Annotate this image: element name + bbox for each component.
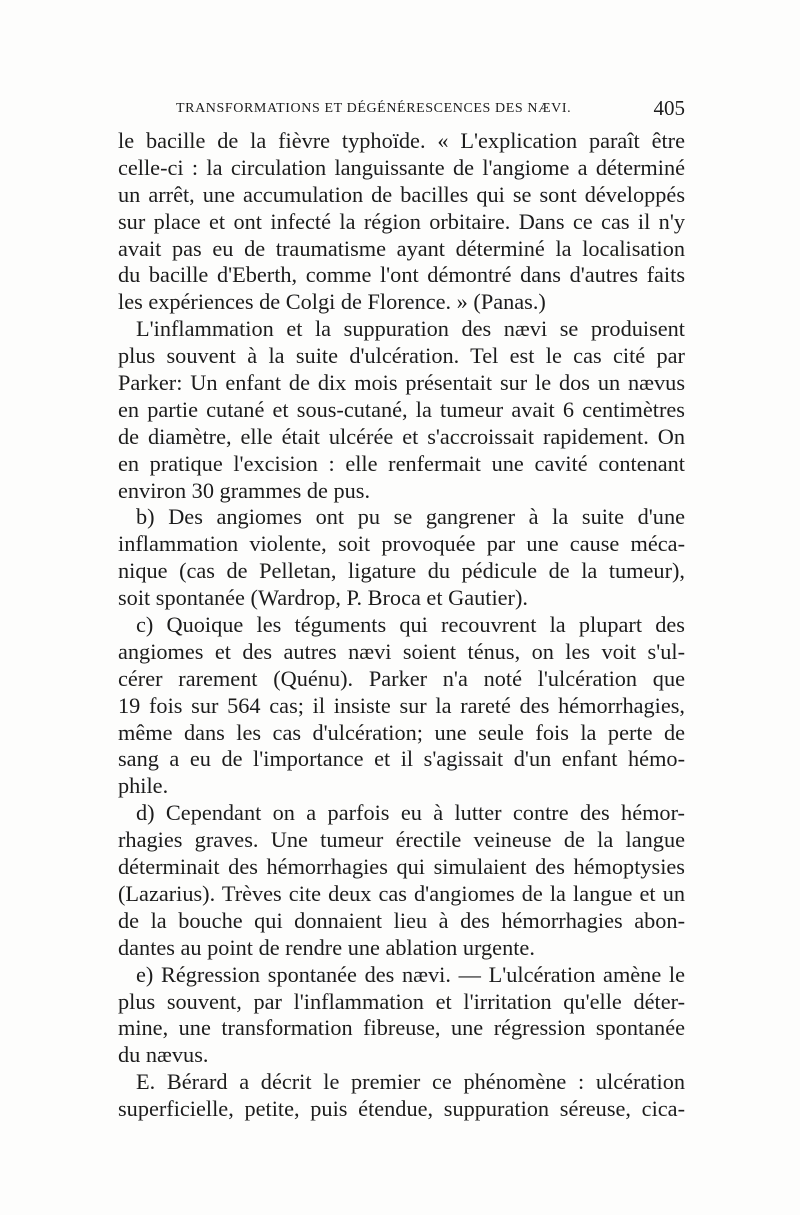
text-line: superficielle, petite, puis étendue, suppuration séreuse, cica- — [118, 1096, 685, 1122]
text-line: un arrêt, une accumulation de bacilles qui se sont développés — [118, 181, 685, 207]
text-line: soit spontanée (Wardrop, P. Broca et Gautier). — [118, 585, 528, 611]
text-line: même dans les cas d'ulcération; une seule fois la perte de — [118, 719, 685, 745]
text-line: Parker: Un enfant de dix mois présentait sur le dos un nævus — [118, 370, 685, 396]
text-line: plus souvent à la suite d'ulcération. Tel est le cas cité par — [118, 343, 685, 369]
text-line: L'inflammation et la suppuration des nævi se produisent — [136, 316, 685, 342]
text-line: sur place et ont infecté la région orbitaire. Dans ce cas il n'y — [118, 208, 685, 234]
text-line: b) Des angiomes ont pu se gangrener à la suite d'une — [136, 504, 685, 530]
text-line: phile. — [118, 773, 169, 799]
text-line: c) Quoique les téguments qui recouvrent la plupart des — [136, 612, 685, 638]
text-line: rhagies graves. Une tumeur érectile veineuse de la langue — [118, 827, 685, 853]
text-line: dantes au point de rendre une ablation urgente. — [118, 934, 535, 960]
text-line: plus souvent, par l'inflammation et l'irritation qu'elle déter- — [118, 988, 685, 1014]
text-line: d) Cependant on a parfois eu à lutter contre des hémor- — [136, 800, 685, 826]
text-line: mine, une transformation fibreuse, une régression spontanée — [118, 1015, 685, 1041]
text-line: angiomes et des autres nævi soient ténus, on les voit s'ul- — [118, 638, 685, 664]
text-line: environ 30 grammes de pus. — [118, 477, 371, 503]
text-line: sang a eu de l'importance et il s'agissait d'un enfant hémo- — [118, 746, 685, 772]
text-line: 19 fois sur 564 cas; il insiste sur la rareté des hémorrhagies, — [118, 692, 685, 718]
text-line: (Lazarius). Trèves cite deux cas d'angiomes de la langue et un — [118, 880, 685, 906]
page-header — [118, 98, 685, 126]
text-line: de diamètre, elle était ulcérée et s'accroissait rapidement. On — [118, 423, 685, 449]
text-line: e) Régression spontanée des nævi. — L'ulcération amène le — [136, 961, 685, 987]
text-line: du bacille d'Eberth, comme l'ont démontré dans d'autres faits — [118, 262, 685, 288]
page-number: 405 — [653, 96, 685, 120]
text-line: inflammation violente, soit provoquée par une cause méca- — [118, 531, 685, 557]
text-line: déterminait des hémorrhagies qui simulaient des hémoptysies — [118, 854, 685, 880]
text-line: les expériences de Colgi de Florence. » (Panas.) — [118, 289, 546, 315]
text-line: nique (cas de Pelletan, ligature du pédicule de la tumeur), — [118, 558, 685, 584]
text-line: cérer rarement (Quénu). Parker n'a noté l'ulcération que — [118, 665, 685, 691]
running-head: TRANSFORMATIONS ET DÉGÉNÉRESCENCES DES NÆVI. — [176, 101, 572, 116]
text-line: en partie cutané et sous-cutané, la tumeur avait 6 centimètres — [118, 396, 685, 422]
text-line: en pratique l'excision : elle renfermait une cavité contenant — [118, 450, 685, 476]
text-line: avait pas eu de traumatisme ayant déterminé la localisation — [118, 235, 685, 261]
text-line: E. Bérard a décrit le premier ce phénomène : ulcération — [136, 1069, 685, 1095]
text-line: le bacille de la fièvre typhoïde. « L'explication paraît être — [118, 128, 685, 153]
body-text — [118, 128, 685, 1123]
text-line: celle-ci : la circulation languissante de l'angiome a déterminé — [118, 154, 685, 180]
text-line: de la bouche qui donnaient lieu à des hémorrhagies abon- — [118, 907, 685, 933]
text-line: du nævus. — [118, 1042, 209, 1068]
